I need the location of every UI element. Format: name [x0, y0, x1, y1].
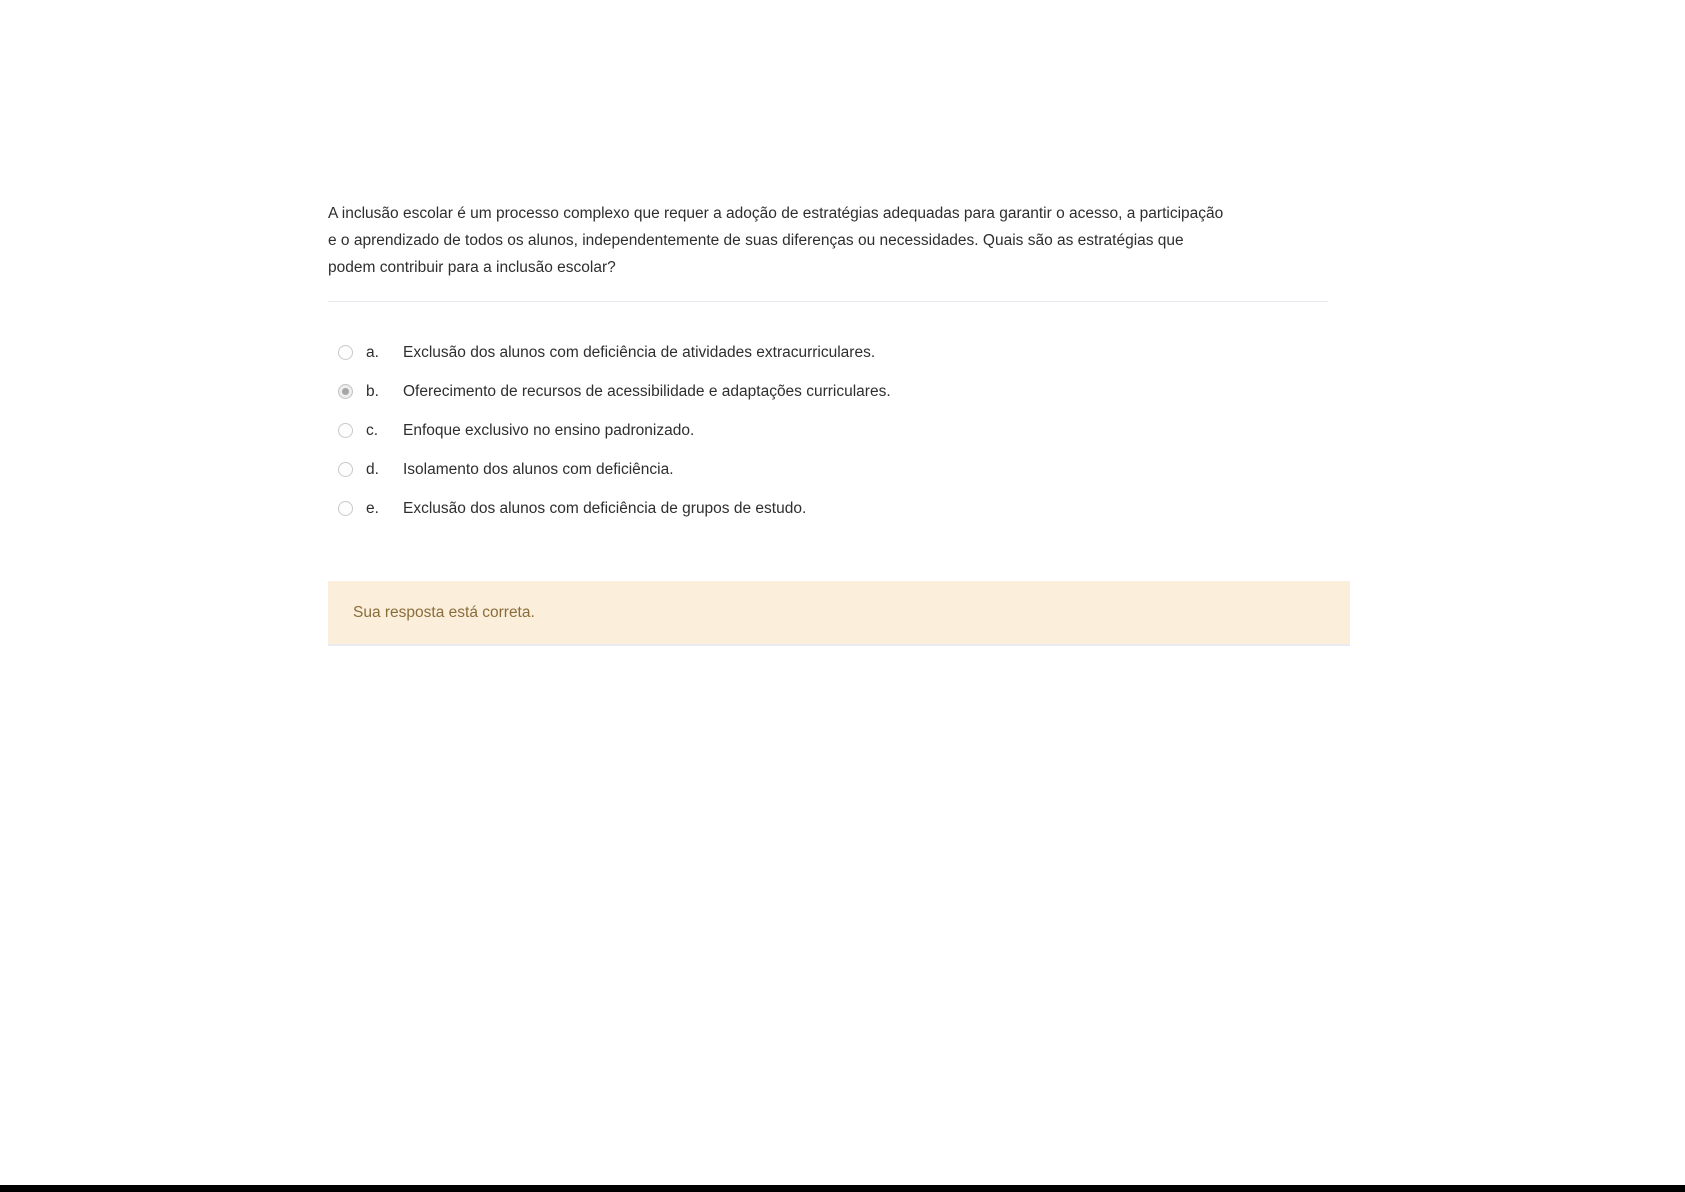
option-letter: d. — [366, 461, 379, 478]
option-text: Enfoque exclusivo no ensino padronizado. — [403, 422, 695, 439]
option-row-b[interactable] — [328, 383, 1350, 400]
option-row-c[interactable] — [328, 422, 1350, 439]
option-letter: e. — [366, 500, 379, 517]
option-text: Isolamento dos alunos com deficiência. — [403, 461, 674, 478]
options-list — [328, 344, 1350, 517]
option-letter: b. — [366, 383, 379, 400]
radio-button-icon[interactable] — [338, 423, 353, 438]
option-row-d[interactable] — [328, 461, 1350, 478]
radio-button-icon[interactable] — [338, 345, 353, 360]
radio-button-icon[interactable] — [338, 384, 353, 399]
option-row-a[interactable] — [328, 344, 1350, 361]
option-letter: c. — [366, 422, 379, 439]
question-text: A inclusão escolar é um processo complexo que requer a adoção de estratégias adequadas para garantir o acesso, a participação e o aprendizado de todos os alunos, independentemente de suas diferenças ou necessidades. Quais são as estratégias que podem contribuir para a inclusão escolar? — [328, 205, 1224, 276]
option-text: Oferecimento de recursos de acessibilidade e adaptações curriculares. — [403, 383, 891, 400]
option-row-e[interactable] — [328, 500, 1350, 517]
radio-button-icon[interactable] — [338, 462, 353, 477]
option-text: Exclusão dos alunos com deficiência de atividades extracurriculares. — [403, 344, 876, 361]
question-block — [328, 200, 1350, 646]
feedback-box — [328, 581, 1350, 646]
radio-button-icon[interactable] — [338, 501, 353, 516]
question-divider — [328, 301, 1328, 302]
option-text: Exclusão dos alunos com deficiência de grupos de estudo. — [403, 500, 807, 517]
option-letter: a. — [366, 344, 379, 361]
feedback-text: Sua resposta está correta. — [353, 603, 535, 621]
bottom-black-bar — [0, 1185, 1685, 1192]
